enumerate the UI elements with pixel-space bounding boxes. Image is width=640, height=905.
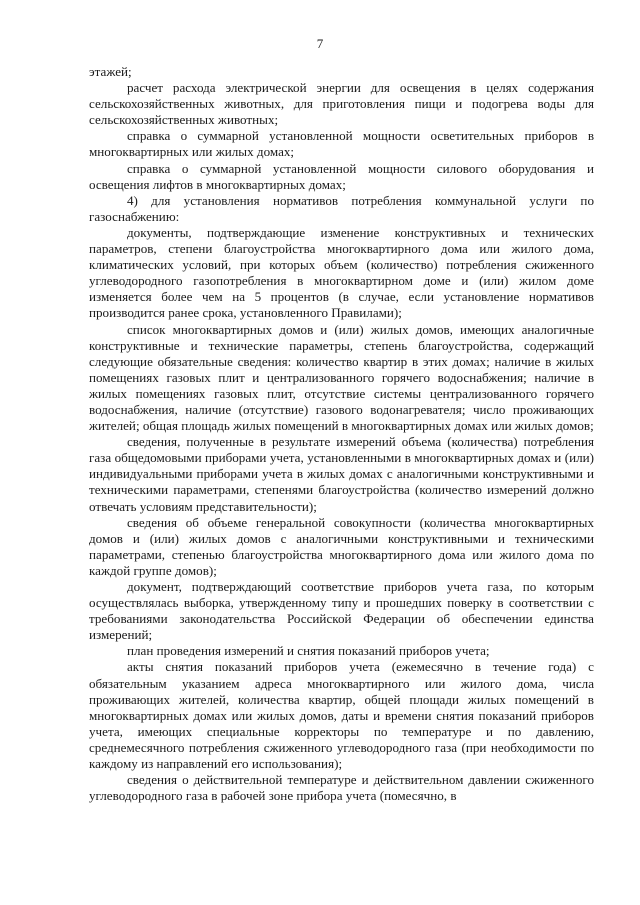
paragraph: этажей; (89, 64, 132, 79)
paragraph: список многоквартирных домов и (или) жилых домов, имеющих аналогичные конструктивные и технические параметры, степень благоустройства, содержащий следующие обязательные сведения: количество квартир в этих домах; наличие в жилых помещениях газовых плит и централизованного горячего водоснабжения; наличие в жилых помещениях газовых плит, отсутствие системы централизованного горячего водоснабжения, наличие (отсутствие) газового водонагревателя; число проживающих жителей; общая площадь жилых помещений в многоквартирных домах или жилых домов; (89, 321, 594, 434)
paragraph: справка о суммарной установленной мощности осветительных приборов в многоквартирных или жилых домах; (89, 128, 594, 160)
paragraph: акты снятия показаний приборов учета (ежемесячно в течение года) с обязательным указанием адреса многоквартирного или жилого дома, числа проживающих жителей, количества квартир, общей площади жилых помещений в многоквартирных домах или жилых домов, даты и времени снятия показаний приборов учета, имеющих специальные корректоры по температуре и по давлению, среднемесячного потребления сжиженного углеводородного газа (при необходимости по каждому из направлений его использования); (89, 659, 594, 772)
paragraph: сведения об объеме генеральной совокупности (количества многоквартирных домов и (или) жилых домов с аналогичными конструктивными и техническими параметрами, степенью благоустройства многоквартирного дома или жилого дома по каждой группе домов); (89, 514, 594, 578)
paragraph: расчет расхода электрической энергии для освещения в целях содержания сельскохозяйственных животных, для приготовления пищи и подогрева воды для сельскохозяйственных животных; (89, 80, 594, 128)
page-number: 7 (316, 36, 324, 51)
paragraph: план проведения измерений и снятия показаний приборов учета; (127, 643, 490, 659)
paragraph: 4) для установления нормативов потребления коммунальной услуги по газоснабжению: (89, 192, 594, 224)
paragraph: сведения, полученные в результате измерений объема (количества) потребления газа общедомовыми приборами учета, установленными в многоквартирных домах и (или) индивидуальными приборами учета в жилых домах с аналогичными конструктивными и техническими параметрами, степенями благоустройства (количество измерений должно отвечать условиям представительности); (89, 434, 594, 514)
paragraph: справка о суммарной установленной мощности силового оборудования и освещения лифтов в многоквартирных домах; (89, 160, 594, 192)
paragraph: сведения о действительной температуре и действительном давлении сжиженного углеводородного газа в рабочей зоне прибора учета (помесячно, в (89, 772, 594, 804)
paragraph: документы, подтверждающие изменение конструктивных и технических параметров, степени благоустройства многоквартирного дома или жилого дома, климатических условий, при которых объем (количество) потребления сжиженного углеводородного газопотребления в многоквартирном доме и (или) жилом доме изменяется более чем на 5 процентов (в случае, если установление нормативов производится ранее срока, установленного Правилами); (89, 224, 594, 321)
document-body (89, 64, 594, 804)
paragraph: документ, подтверждающий соответствие приборов учета газа, по которым осуществлялась выборка, утвержденному типу и прошедших поверку в соответствии с требованиями законодательства Российской Федерации об обеспечении единства измерений; (89, 579, 594, 643)
